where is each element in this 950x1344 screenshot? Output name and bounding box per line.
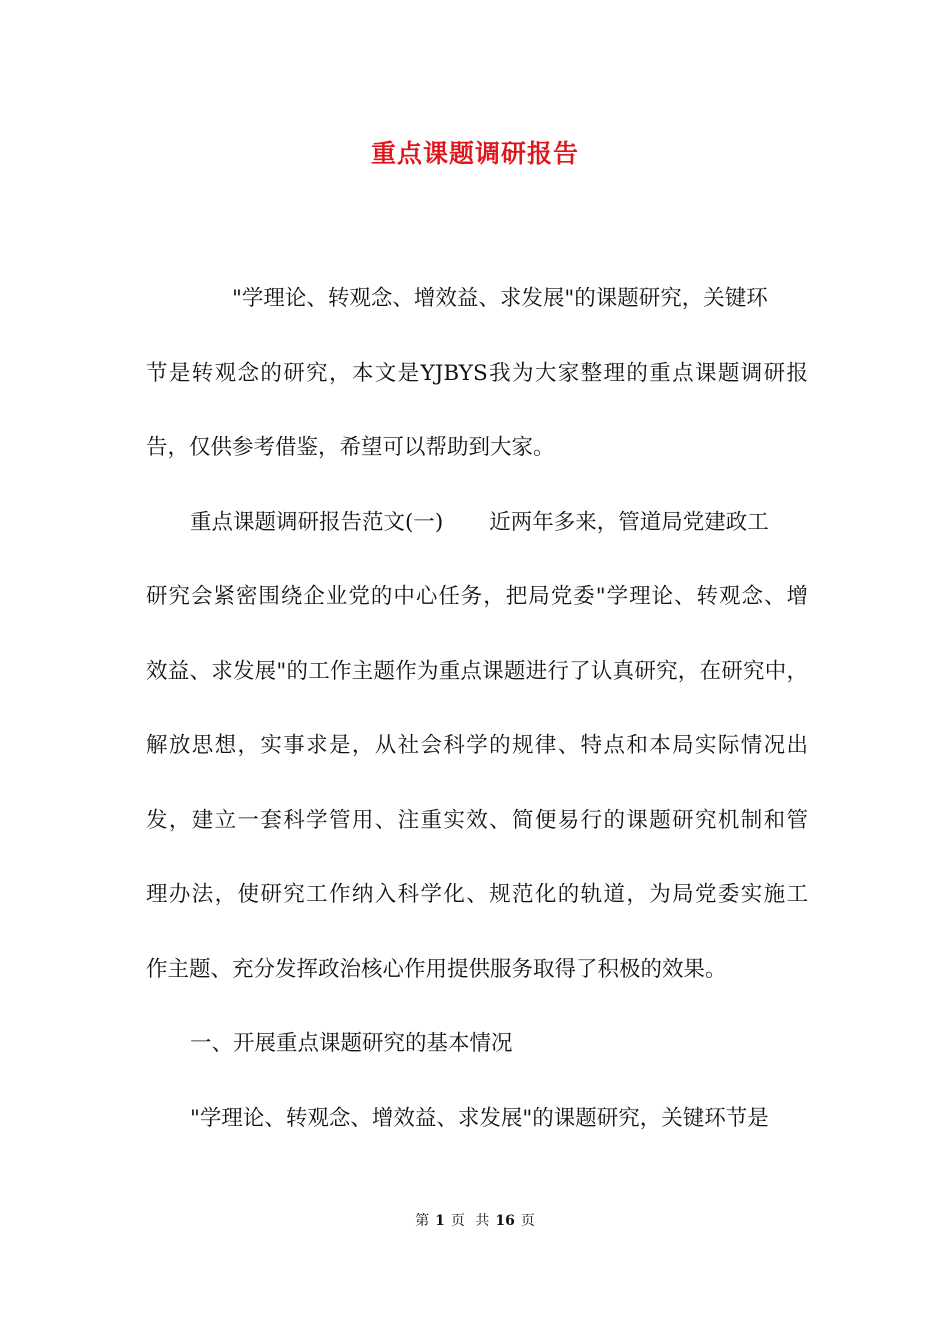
paragraph-line: 节是转观念的研究，本文是YJBYS我为大家整理的重点课题调研报	[146, 360, 808, 386]
document-title: 重点课题调研报告	[370, 139, 579, 168]
section-heading: 一、开展重点课题研究的基本情况	[190, 1031, 513, 1056]
total-pages-number: 16	[495, 1213, 515, 1229]
paragraph-line: 研究会紧密围绕企业党的中心任务，把局党委"学理论、转观念、增	[146, 584, 808, 609]
paragraph-line: "学理论、转观念、增效益、求发展"的课题研究，关键环节是	[190, 1105, 769, 1131]
footer-suffix: 页	[520, 1213, 535, 1229]
footer-mid: 页 共	[450, 1213, 490, 1229]
section-heading-inline: 重点课题调研报告范文(一)	[190, 509, 444, 535]
page-footer	[0, 1210, 950, 1230]
paragraph-line: 告，仅供参考借鉴，希望可以帮助到大家。	[146, 435, 555, 460]
paragraph-line: "学理论、转观念、增效益、求发展"的课题研究，关键环	[232, 286, 768, 311]
paragraph-line	[146, 486, 808, 561]
paragraph-text: 近两年多来，管道局党建政工	[489, 509, 769, 535]
footer-prefix: 第	[415, 1213, 430, 1229]
paragraph-line: 发，建立一套科学管用、注重实效、简便易行的课题研究机制和管	[146, 807, 808, 833]
paragraph-line: 理办法，使研究工作纳入科学化、规范化的轨道，为局党委实施工	[146, 882, 808, 907]
paragraph-line: 作主题、充分发挥政治核心作用提供服务取得了积极的效果。	[146, 956, 727, 982]
paragraph-line: 解放思想，实事求是，从社会科学的规律、特点和本局实际情况出	[146, 733, 808, 758]
current-page-number: 1	[435, 1213, 445, 1229]
document-body	[146, 262, 808, 1156]
paragraph-line: 效益、求发展"的工作主题作为重点课题进行了认真研究，在研究中，	[146, 658, 808, 684]
